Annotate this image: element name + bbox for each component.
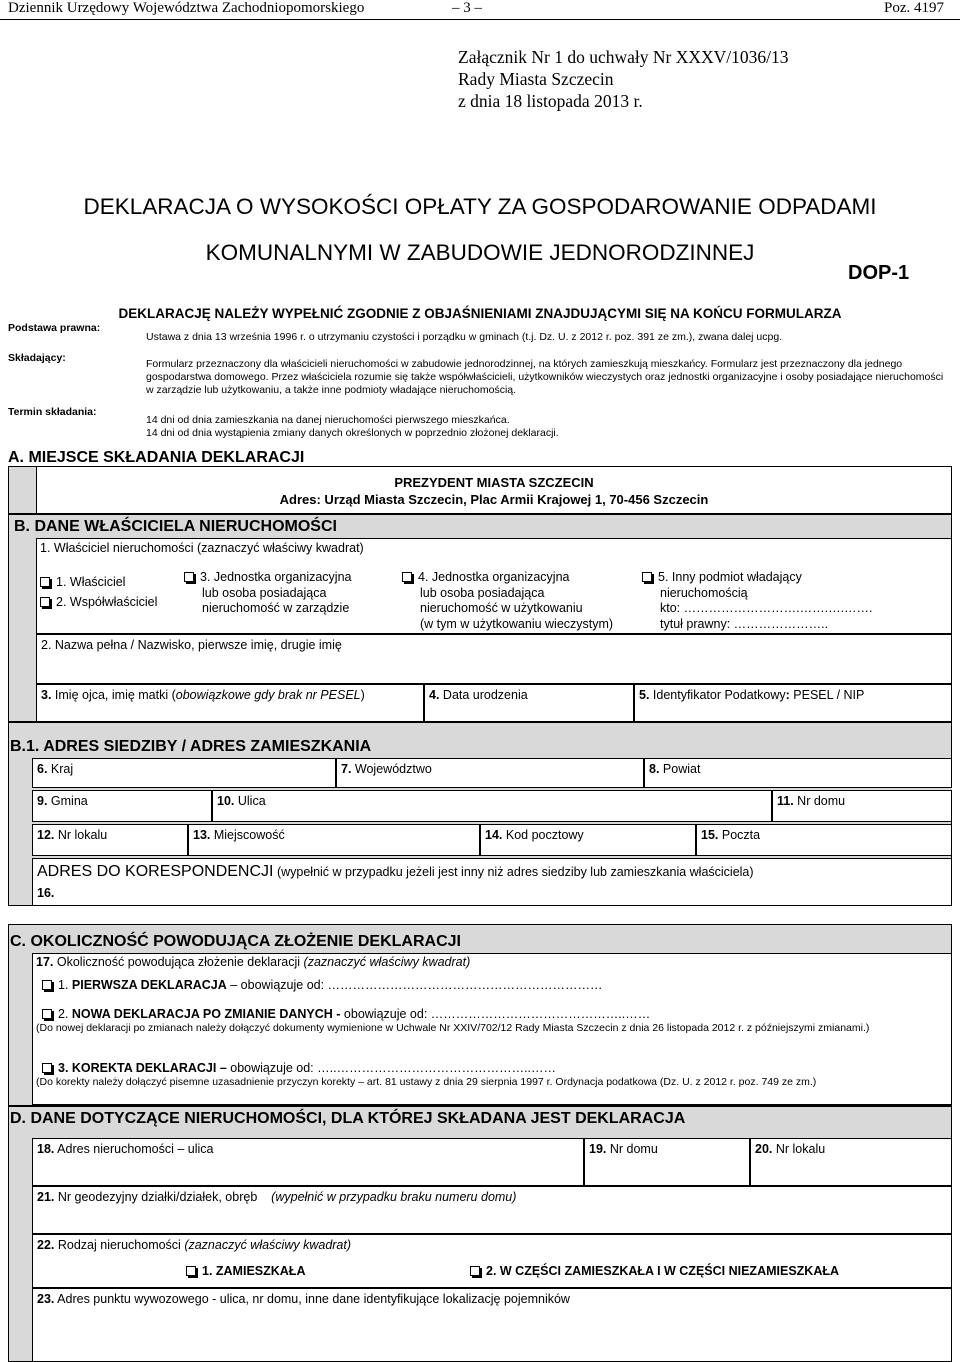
owner-type-question: 1. Właściciel nieruchomości (zaznaczyć właściwy kwadrat): [40, 541, 364, 555]
legal-basis-text: Ustawa z dnia 13 września 1996 r. o utrzymaniu czystości i porządku w gminach (t.j. Dz. U. z 2012 r. poz. 391 ze zm.), zwana dalej ucpg.: [146, 331, 783, 343]
owner-option-4[interactable]: 4. Jednostka organizacyjna lub osoba posiadająca nieruchomość w użytkowaniu (w tym w użytkowaniu wieczystym): [402, 570, 613, 632]
correction-option[interactable]: 3. KOREKTA DEKLARACJI – obowiązuje od: …..………………………………………..……: [42, 1061, 556, 1075]
checkbox-icon[interactable]: [642, 572, 652, 582]
attachment-block: [458, 46, 788, 112]
section-a-title: A. MIEJSCE SKŁADANIA DEKLARACJI: [8, 449, 305, 466]
new-declaration-option[interactable]: 2. NOWA DEKLARACJA PO ZMIANIE DANYCH - obowiązuje od: ………………………………………..……: [42, 1007, 650, 1021]
property-type-field: 22. Rodzaj nieruchomości (zaznaczyć właściwy kwadrat): [32, 1234, 952, 1288]
page-number: – 3 –: [452, 0, 482, 16]
attachment-line-3: z dnia 18 listopada 2013 r.: [458, 91, 643, 111]
term-label: Termin składania:: [8, 406, 97, 418]
owner-option-2[interactable]: 2. Współwłaściciel: [40, 594, 157, 610]
checkbox-icon[interactable]: [42, 980, 52, 990]
postal-code-field[interactable]: 14. Kod pocztowy: [480, 824, 696, 856]
form-instruction: DEKLARACJĘ NALEŻY WYPEŁNIĆ ZGODNIE Z OBJAŚNIENIAMI ZNAJDUJĄCYMI SIĘ NA KOŃCU FORMULARZA: [118, 306, 842, 321]
property-street-field[interactable]: 18. Adres nieruchomości – ulica: [32, 1138, 584, 1186]
form-code: DOP-1: [848, 262, 910, 284]
parents-names-field[interactable]: 3. Imię ojca, imię matki (obowiązkowe gdy brak nr PESEL): [36, 684, 424, 722]
owner-option-5[interactable]: 5. Inny podmiot władający nieruchomością kto: ……………………….…….….……. tytuł prawny: …………………..: [642, 570, 873, 632]
municipality-field[interactable]: 9. Gmina: [32, 790, 212, 822]
section-d-title: D. DANE DOTYCZĄCE NIERUCHOMOŚCI, DLA KTÓREJ SKŁADANA JEST DEKLARACJA: [10, 1110, 686, 1127]
parcel-number-field[interactable]: 21. Nr geodezyjny działki/działek, obręb (wypełnić w przypadku braku numeru domu): [32, 1186, 952, 1234]
post-office-field[interactable]: 15. Poczta: [696, 824, 952, 856]
term-text: 14 dni od dnia zamieszkania na danej nieruchomości pierwszego mieszkańca. 14 dni od dnia wystąpienia zmiany danych określonych w poprzednio złożonej deklaracji.: [146, 414, 559, 439]
form-title-line-2: KOMUNALNYMI W ZABUDOWIE JEDNORODZINNEJ: [205, 240, 755, 265]
apartment-number-field[interactable]: 12. Nr lokalu: [32, 824, 188, 856]
partly-inhabited-option[interactable]: 2. W CZĘŚCI ZAMIESZKAŁA I W CZĘŚCI NIEZAMIESZKAŁA: [470, 1264, 839, 1278]
checkbox-icon[interactable]: [42, 1009, 52, 1019]
voivodeship-field[interactable]: 7. Województwo: [336, 758, 644, 788]
checkbox-icon[interactable]: [184, 572, 194, 582]
section-b-title: B. DANE WŁAŚCICIELA NIERUCHOMOŚCI: [14, 518, 337, 535]
form-title-line-1: DEKLARACJA O WYSOKOŚCI OPŁATY ZA GOSPODAROWANIE ODPADAMI: [83, 194, 877, 219]
first-declaration-option[interactable]: 1. PIERWSZA DEKLARACJA – obowiązuje od: …………………………………………………………: [42, 978, 603, 992]
correspondence-title: ADRES DO KORESPONDENCJI: [37, 863, 274, 880]
checkbox-icon[interactable]: [402, 572, 412, 582]
owner-option-1[interactable]: 1. Właściciel: [40, 574, 125, 590]
other-entity-title[interactable]: tytuł prawny: …………………..: [660, 616, 829, 631]
submitter-label: Składający:: [8, 352, 66, 364]
new-declaration-note: (Do nowej deklaracji po zmianach należy dołączyć dokumenty wymienione w Uchwale Nr XXIV/702/12 Rady Miasta Szczecin z dnia 26 listopada 2012 r. z późniejszymi zmianami.): [36, 1022, 870, 1034]
circumstance-question: 17. Okoliczność powodująca złożenie deklaracji (zaznaczyć właściwy kwadrat): [36, 955, 471, 969]
checkbox-icon[interactable]: [40, 577, 50, 587]
correspondence-address-field[interactable]: ADRES DO KORESPONDENCJI (wypełnić w przypadku jeżeli jest inny niż adres siedziby lub zamieszkania właściciela) 16.: [32, 858, 952, 906]
country-field[interactable]: 6. Kraj: [32, 758, 336, 788]
recipient-box: [36, 466, 952, 514]
header-divider: [0, 19, 960, 20]
submitter-text: Formularz przeznaczony dla właścicieli nieruchomości w zabudowie jednorodzinnej, na których zamieszkują mieszkańcy. Formularz jest przeznaczony dla jednego gospodarstwa domowego. Przez właściciela rozumie się także współwłaścicieli, użytkowników wieczystych oraz jednostki organizacyjne i osoby posiadające nieruchomości w zarządzie lub użytkowaniu, a także inne podmioty władające nieruchomością.: [146, 358, 944, 396]
city-field[interactable]: 13. Miejscowość: [188, 824, 480, 856]
house-number-field[interactable]: 11. Nr domu: [772, 790, 952, 822]
recipient-address: Adres: Urząd Miasta Szczecin, Plac Armii Krajowej 1, 70-456 Szczecin: [279, 492, 709, 507]
attachment-line-1: Załącznik Nr 1 do uchwały Nr XXXV/1036/13: [458, 47, 789, 67]
full-name-field[interactable]: 2. Nazwa pełna / Nazwisko, pierwsze imię, drugie imię: [36, 634, 952, 684]
tax-id-field[interactable]: 5. Identyfikator Podatkowy: PESEL / NIP: [634, 684, 952, 722]
street-field[interactable]: 10. Ulica: [212, 790, 772, 822]
county-field[interactable]: 8. Powiat: [644, 758, 952, 788]
journal-name: Dziennik Urzędowy Województwa Zachodniopomorskiego: [8, 0, 365, 16]
attachment-line-2: Rady Miasta Szczecin: [458, 69, 614, 89]
section-b1-title: B.1. ADRES SIEDZIBY / ADRES ZAMIESZKANIA: [10, 738, 372, 755]
checkbox-icon[interactable]: [186, 1266, 196, 1276]
position-number: Poz. 4197: [884, 0, 944, 16]
recipient-name: PREZYDENT MIASTA SZCZECIN: [394, 475, 594, 490]
journal-header: [8, 0, 958, 18]
checkbox-icon[interactable]: [470, 1266, 480, 1276]
pickup-point-field[interactable]: 23. Adres punktu wywozowego - ulica, nr domu, inne dane identyfikujące lokalizację pojemników: [32, 1288, 952, 1362]
birth-date-field[interactable]: 4. Data urodzenia: [424, 684, 634, 722]
correction-note: (Do korekty należy dołączyć pisemne uzasadnienie przyczyn korekty – art. 81 ustawy z dnia 29 sierpnia 1997 r. Ordynacja podatkowa (Dz. U. z 2012 r. poz. 749 ze zm.): [36, 1076, 817, 1088]
property-apartment-field[interactable]: 20. Nr lokalu: [750, 1138, 952, 1186]
legal-basis-label: Podstawa prawna:: [8, 322, 101, 334]
section-c-title: C. OKOLICZNOŚĆ POWODUJĄCA ZŁOŻENIE DEKLARACJI: [10, 933, 461, 950]
owner-option-3[interactable]: 3. Jednostka organizacyjna lub osoba posiadająca nieruchomość w zarządzie: [184, 570, 351, 617]
inhabited-option[interactable]: 1. ZAMIESZKAŁA: [186, 1264, 305, 1278]
other-entity-who[interactable]: kto: ……………………….…….….…….: [660, 601, 873, 615]
checkbox-icon[interactable]: [40, 597, 50, 607]
property-house-number-field[interactable]: 19. Nr domu: [584, 1138, 750, 1186]
checkbox-icon[interactable]: [42, 1063, 52, 1073]
